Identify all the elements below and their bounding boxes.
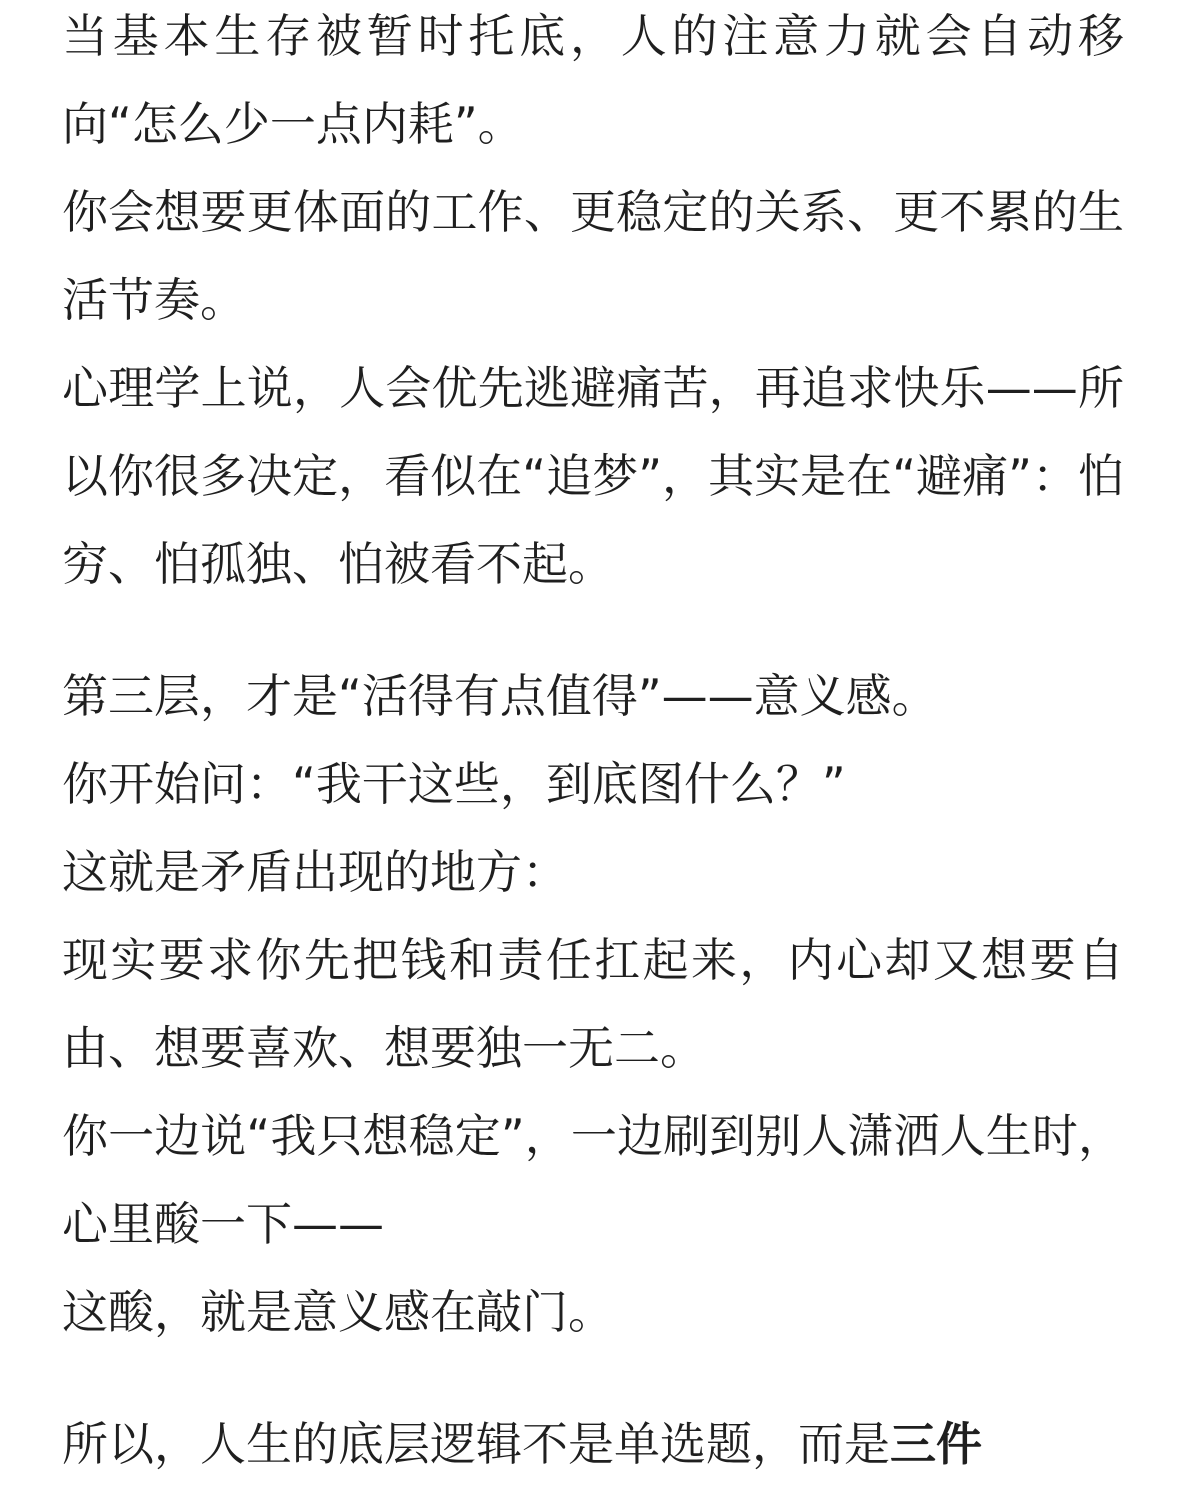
paragraph: 这酸，就是意义感在敲门。 [62, 1285, 614, 1339]
paragraph-text: 所以，人生的底层逻辑不是单选题，而是 [62, 1417, 890, 1471]
paragraph: 心理学上说，人会优先逃避痛苦，再追求快乐——所以你很多决定，看似在“追梦”，其实是在“避痛”：怕穷、怕孤独、怕被看不起。 [62, 361, 1124, 591]
article-body [62, 0, 1124, 1488]
paragraph: 第三层，才是“活得有点值得”——意义感。 [62, 669, 938, 723]
emphasis-text: 三件 [890, 1417, 982, 1471]
paragraph: 这就是矛盾出现的地方： [62, 845, 568, 899]
paragraph-cutoff [62, 1400, 1124, 1488]
paragraph: 你一边说“我只想稳定”，一边刷到别人潇洒人生时，心里酸一下—— [62, 1109, 1124, 1251]
paragraph: 你会想要更体面的工作、更稳定的关系、更不累的生活节奏。 [62, 185, 1124, 327]
paragraph: 现实要求你先把钱和责任扛起来，内心却又想要自由、想要喜欢、想要独一无二。 [62, 933, 1124, 1075]
paragraph: 当基本生存被暂时托底，人的注意力就会自动移向“怎么少一点内耗”。 [62, 9, 1124, 151]
paragraph: 你开始问：“我干这些，到底图什么？” [62, 757, 846, 811]
